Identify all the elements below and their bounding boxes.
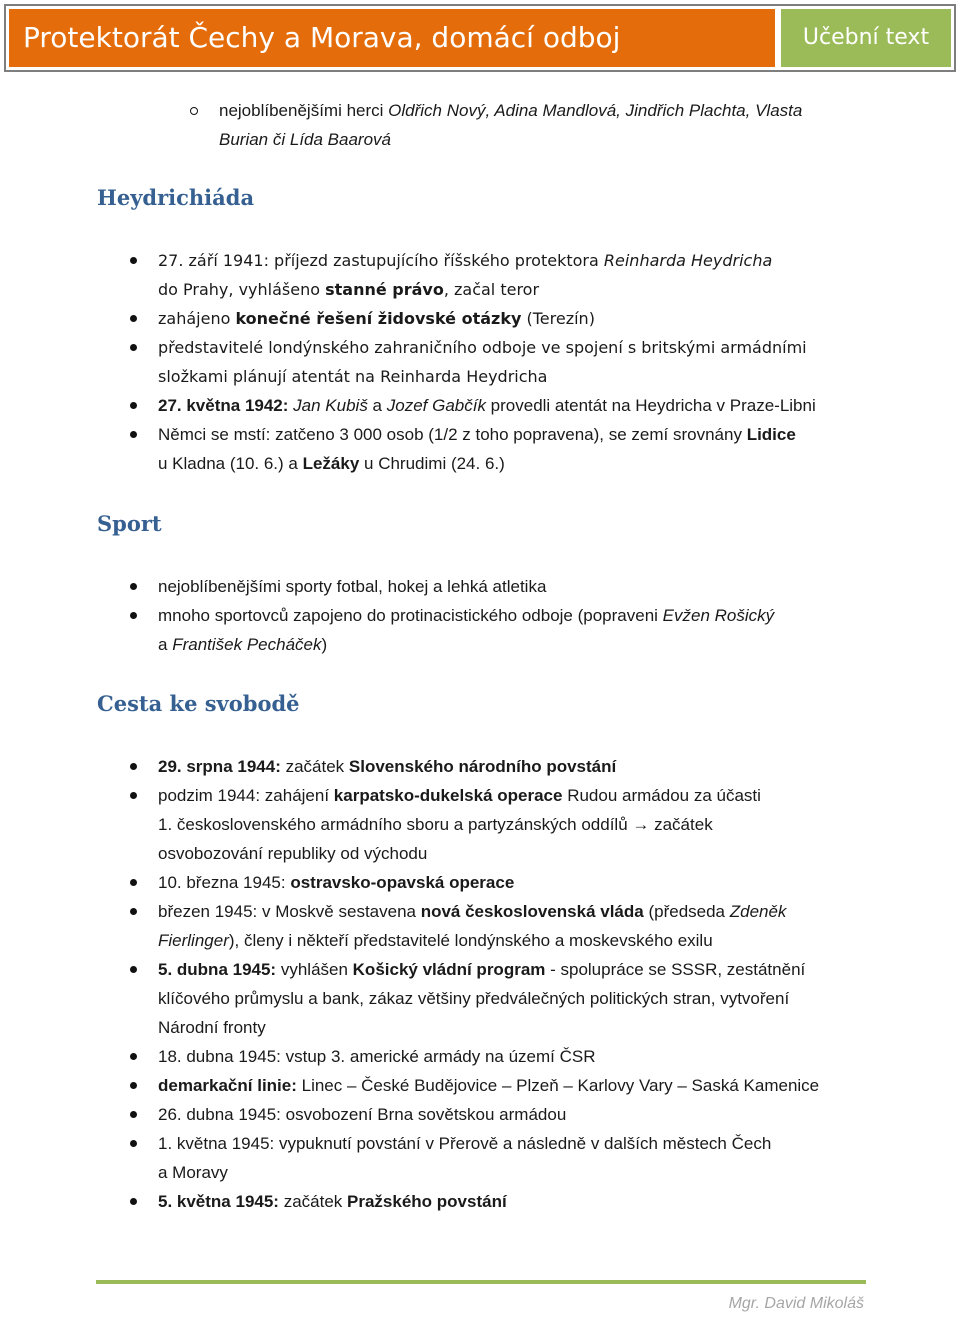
bullet-icon bbox=[130, 763, 137, 770]
list-item: 29. srpna 1944: začátek Slovenského národního povstání bbox=[0, 752, 868, 781]
bullet-icon bbox=[130, 257, 137, 264]
section-heading-sport: Sport bbox=[97, 511, 162, 536]
list-item: demarkační linie: Linec – České Budějovice – Plzeň – Karlovy Vary – Saská Kamenice bbox=[0, 1071, 868, 1100]
list-item: zahájeno konečné řešení židovské otázky (Terezín) bbox=[0, 304, 868, 333]
footer-divider bbox=[96, 1280, 866, 1284]
bullet-icon bbox=[130, 1198, 137, 1205]
document-title: Protektorát Čechy a Morava, domácí odboj bbox=[9, 9, 775, 67]
bullet-icon bbox=[130, 344, 137, 351]
section-heading-heydrichiada: Heydrichiáda bbox=[97, 185, 255, 210]
bullet-icon bbox=[130, 1140, 137, 1147]
bullet-icon bbox=[130, 612, 137, 619]
circle-bullet-icon bbox=[190, 107, 198, 115]
bullet-icon bbox=[130, 908, 137, 915]
list-item: mnoho sportovců zapojeno do protinacistického odboje (popraveni Evžen Rošický a František Pecháček) bbox=[0, 601, 868, 659]
list-item: nejoblíbenějšími sporty fotbal, hokej a lehká atletika bbox=[0, 572, 868, 601]
list-item: podzim 1944: zahájení karpatsko-dukelská operace Rudou armádou za účasti 1. československého armádního sboru a partyzánských oddílů → začátek osvobozování republiky od východu bbox=[0, 781, 868, 868]
list-item: 1. května 1945: vypuknutí povstání v Přerově a následně v dalších městech Čech a Moravy bbox=[0, 1129, 868, 1187]
list-item: 27. září 1941: příjezd zastupujícího říšského protektora Reinharda Heydricha do Prahy, vyhlášeno stanné právo, začal teror bbox=[0, 246, 868, 304]
list-item: 10. března 1945: ostravsko-opavská operace bbox=[0, 868, 868, 897]
list-item: představitelé londýnského zahraničního odboje ve spojení s britskými armádními složkami plánují atentát na Reinharda Heydricha bbox=[0, 333, 868, 391]
bullet-icon bbox=[130, 879, 137, 886]
list-item: 27. května 1942: Jan Kubiš a Jozef Gabčík provedli atentát na Heydricha v Praze-Libni bbox=[0, 391, 868, 420]
list-item: březen 1945: v Moskvě sestavena nová československá vláda (předseda Zdeněk Fierlinger), členy i někteří představitelé londýnského a moskevského exilu bbox=[0, 897, 868, 955]
bullet-icon bbox=[130, 966, 137, 973]
bullet-icon bbox=[130, 792, 137, 799]
sport-list bbox=[0, 572, 868, 659]
intro-sublist bbox=[0, 96, 879, 154]
cesta-list bbox=[0, 752, 868, 1216]
list-item: 18. dubna 1945: vstup 3. americké armády na území ČSR bbox=[0, 1042, 868, 1071]
bullet-icon bbox=[130, 583, 137, 590]
list-item: 5. dubna 1945: vyhlášen Košický vládní program - spolupráce se SSSR, zestátnění klíčového průmyslu a bank, zákaz většiny předválečných politických stran, vytvoření Národní fronty bbox=[0, 955, 868, 1042]
bullet-icon bbox=[130, 1082, 137, 1089]
heydrichiada-list bbox=[0, 246, 868, 478]
section-heading-cesta-ke-svobode: Cesta ke svobodě bbox=[97, 691, 300, 716]
bullet-icon bbox=[130, 315, 137, 322]
author-name: Mgr. David Mikoláš bbox=[728, 1295, 864, 1312]
bullet-icon bbox=[130, 402, 137, 409]
list-item: 26. dubna 1945: osvobození Brna sovětskou armádou bbox=[0, 1100, 868, 1129]
list-item: nejoblíbenějšími herci Oldřich Nový, Adina Mandlová, Jindřich Plachta, Vlasta Burian či Lída Baarová bbox=[0, 96, 879, 154]
header-banner bbox=[4, 4, 956, 72]
list-item: 5. května 1945: začátek Pražského povstání bbox=[0, 1187, 868, 1216]
bullet-icon bbox=[130, 1111, 137, 1118]
bullet-icon bbox=[130, 431, 137, 438]
document-type-badge: Učební text bbox=[781, 9, 951, 67]
actor-names: Oldřich Nový, Adina Mandlová, Jindřich Plachta, Vlasta bbox=[388, 101, 803, 120]
bullet-icon bbox=[130, 1053, 137, 1060]
list-item: Němci se mstí: zatčeno 3 000 osob (1/2 z toho popravena), se zemí srovnány Lidice u Kladna (10. 6.) a Ležáky u Chrudimi (24. 6.) bbox=[0, 420, 868, 478]
